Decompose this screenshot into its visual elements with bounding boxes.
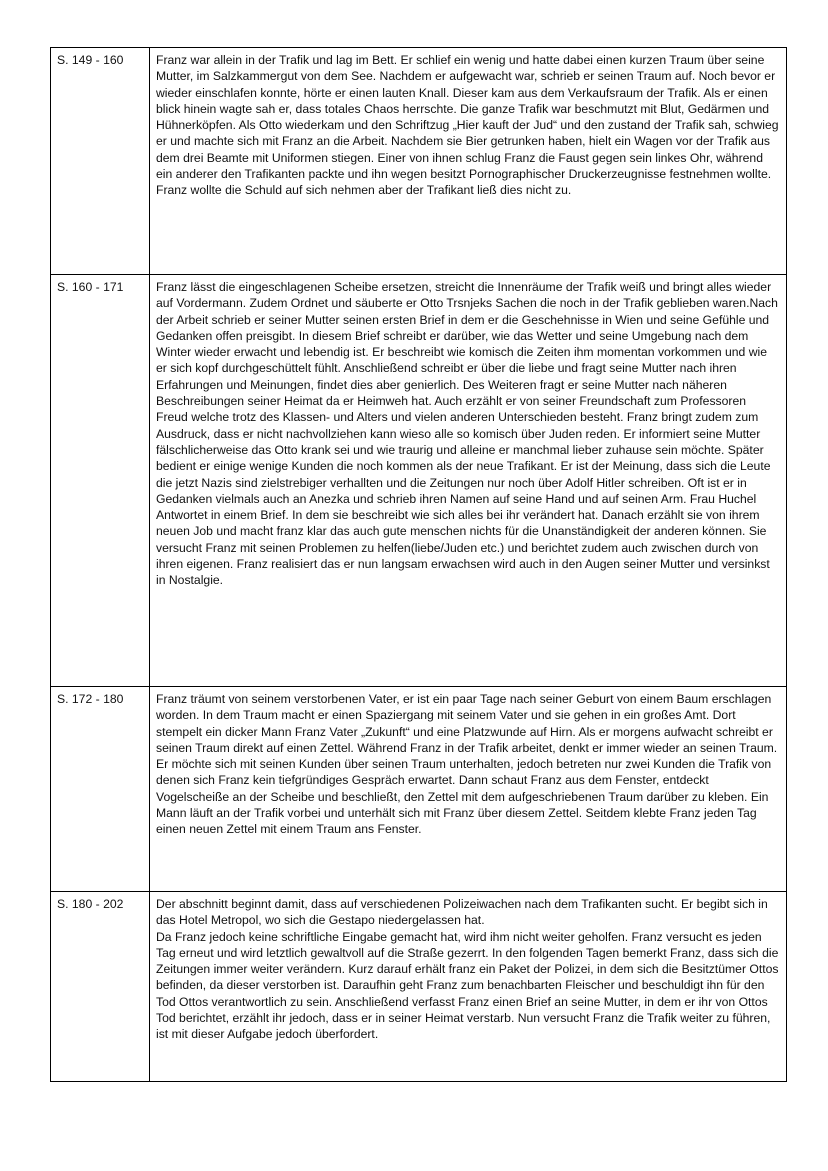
page-range-cell: S. 160 - 171 <box>51 275 150 687</box>
summary-cell <box>150 48 787 275</box>
summary-paragraph: Franz träumt von seinem verstorbenen Vater, er ist ein paar Tage nach seiner Geburt von einem Baum erschlagen worden. In dem Traum macht er einen Spaziergang mit seinem Vater und sie gehen in ein großes Amt. Dort stempelt ein dicker Mann Franz Vater „Zukunft“ und eine Platzwunde auf Hirn. Als er morgens aufwacht schreibt er seinen Traum direkt auf einen Zettel. Während Franz in der Trafik arbeitet, denkt er immer wieder an seinen Traum. Er möchte sich mit seinen Kunden über seinen Traum unterhalten, jedoch betreten nur zwei Kunden die Trafik von denen sich Franz kein tiefgründiges Gespräch erwartet. Dann schaut Franz aus dem Fenster, entdeckt Vogelscheiße an der Scheibe und beschließt, den Zettel mit dem aufgeschriebenen Traum darüber zu kleben. Ein Mann läuft an der Trafik vorbei und unterhält sich mit Franz über diesem Zettel. Seitdem klebte Franz jeden Tag einen neuen Zettel mit einem Traum ans Fenster. <box>156 692 778 837</box>
summary-paragraph: Franz war allein in der Trafik und lag im Bett. Er schlief ein wenig und hatte dabei einen kurzen Traum über seine Mutter, im Salzkammergut von dem See. Nachdem er aufgewacht war, schrieb er seinen Traum auf. Noch bevor er wieder einschlafen konnte, hörte er einen lauten Knall. Dieser kam aus dem Verkaufsraum der Trafik. Als er einen blick hinein wagte sah er, dass totales Chaos herrschte. Die ganze Trafik war beschmutzt mit Blut, Gedärmen und Hühnerköpfen. Als Otto wiederkam und den Schriftzug „Hier kauft der Jud“ und den zustand der Trafik sah, schwieg er und machte sich mit Franz an die Arbeit. Nachdem sie Bier getrunken haben, hielt ein Wagen vor der Trafik aus dem drei Beamte mit Uniformen stiegen. Einer von ihnen schlug Franz die Faust gegen sein linkes Ohr, während ein anderer den Trafikanten packte und ihn wegen besitzt Pornographischer Druckerzeugnisse festnehmen wollte. Franz wollte die Schuld auf sich nehmen aber der Trafikant ließ dies nicht zu. <box>156 53 779 198</box>
page-range-cell: S. 172 - 180 <box>51 687 150 892</box>
summary-cell <box>150 892 787 1082</box>
summary-paragraph: Franz lässt die eingeschlagenen Scheibe ersetzen, streicht die Innenräume der Trafik weiß und bringt alles wieder auf Vordermann. Zudem Ordnet und säuberte er Otto Trsnjeks Sachen die noch in der Trafik geblieben waren.Nach der Arbeit schrieb er seiner Mutter seinen ersten Brief in dem er die Geschehnisse in Wien und seine Gefühle und Gedanken offen preisgibt. In diesem Brief schreibt er darüber, wie das Wetter und seine Umgebung nach dem Winter wieder erwacht und lebendig ist. Er beschreibt wie komisch die Zeiten ihm momentan vorkommen und wie er sich kopf durchgeschüttelt fühlt. Anschließend schreibt er über die liebe und fragt seine Mutter nach ihren Erfahrungen und Meinungen, findet dies aber genierlich. Des Weiteren fragt er seine Mutter nach näheren Beschreibungen seiner Heimat da er Heimweh hat. Auch erzählt er von seiner Freundschaft zum Professoren Freud welche trotz des Klassen- und Alters und vielen anderen Unterschieden besteht. Franz bringt zudem zum Ausdruck, dass er nicht nachvollziehen kann wieso alle so komisch über Juden reden. Er informiert seine Mutter fälschlicherweise das Otto krank sei und wie traurig und alleine er manchmal lieber zuhause sein möchte. Später bedient er einige wenige Kunden die noch kommen als der neue Trafikant. Er ist der Meinung, dass sich die Leute die jetzt Nazis sind zielstrebiger verhallten und die Zeitungen nur noch über Adolf Hitler schreiben. Oft ist er in Gedanken vielmals auch an Anezka und schrieb ihren Namen auf seine Hand und auf seinen Arm. Frau Huchel Antwortet in einem Brief. In dem sie beschreibt wie sich alles bei ihr verändert hat. Danach erzählt sie von ihrem neuen Job und macht franz klar das auch gute menschen nichts für die Unanständigkeit der anderen können. Sie versucht Franz mit seinen Problemen zu helfen(liebe/Juden etc.) und berichtet zudem auch zwischen durch von ihren eigenen. Franz realisiert das er nun langsam erwachsen wird auch in den Augen seiner Mutter und versinkst in Nostalgie. <box>156 280 778 588</box>
table-row <box>51 275 787 687</box>
summary-paragraph: Da Franz jedoch keine schriftliche Eingabe gemacht hat, wird ihm nicht weiter geholfen. Franz versucht es jeden Tag erneut und wird letztlich gewaltvoll auf die Straße gezerrt. In den folgenden Tagen bemerkt Franz, dass sich die Zeitungen immer weiter verändern. Kurz darauf erhält franz ein Paket der Polizei, in dem sich die Besitztümer Ottos befinden, da dieser verstorben ist. Daraufhin geht Franz zum benachbarten Fleischer und beschuldigt ihn für den Tod Ottos verantwortlich zu sein. Anschließend verfasst Franz einen Brief an seine Mutter, in dem er ihr von Ottos Tod berichtet, erzählt ihr jedoch, dass er in seiner Heimat verstarb. Nun versucht Franz die Trafik weiter zu führen, ist mit dieser Aufgabe jedoch überfordert. <box>156 929 779 1042</box>
summary-cell <box>150 687 787 892</box>
summary-paragraph: Der abschnitt beginnt damit, dass auf verschiedenen Polizeiwachen nach dem Trafikanten sucht. Er begibt sich in das Hotel Metropol, wo sich die Gestapo niedergelassen hat. <box>156 897 768 928</box>
table-row <box>51 892 787 1082</box>
summary-cell <box>150 275 787 687</box>
page-range-cell: S. 149 - 160 <box>51 48 150 275</box>
page-range-cell: S. 180 - 202 <box>51 892 150 1082</box>
table-row <box>51 687 787 892</box>
table-row <box>51 48 787 275</box>
chapter-summary-table <box>50 47 787 1082</box>
